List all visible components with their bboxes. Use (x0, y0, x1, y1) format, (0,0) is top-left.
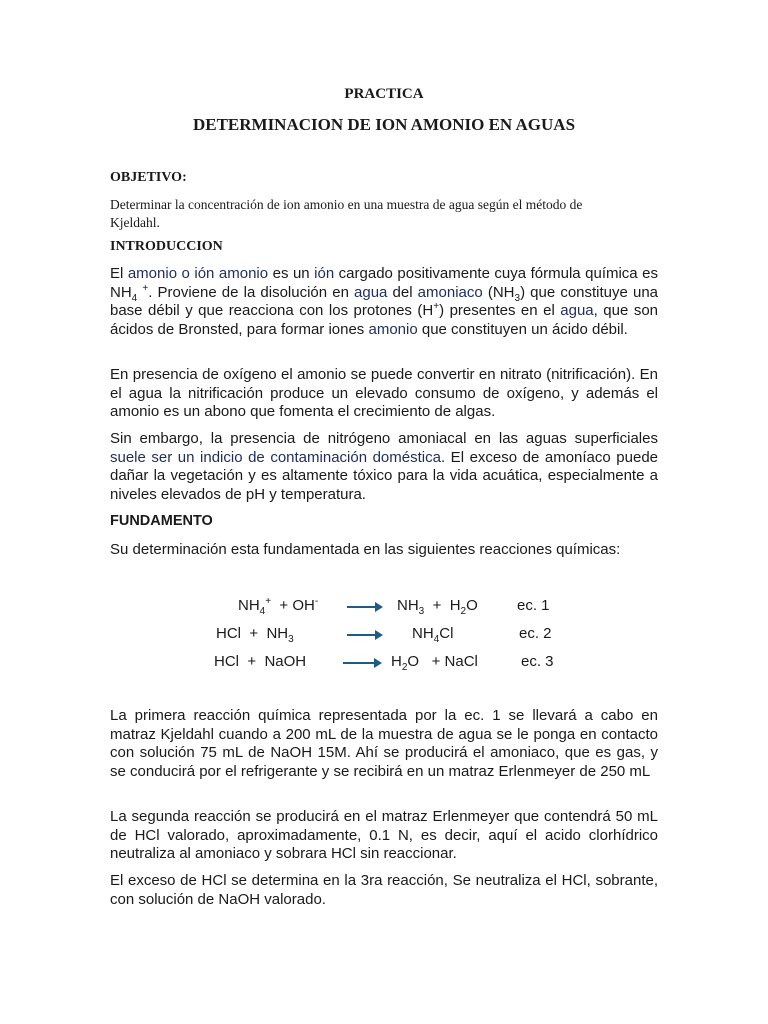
introduccion-heading: INTRODUCCION (110, 239, 223, 254)
introduccion-paragraph-3: Sin embargo, la presencia de nitrógeno amoniacal en las aguas superficiales suele ser un indicio de contaminación doméstica. El exceso de amoníaco puede dañar la vegetación y es altamente tóxico para la vida acuática, especialmente a niveles elevados de pH y temperatura. (110, 430, 659, 503)
amonio-link[interactable]: amonio o ión amonio (127, 265, 269, 282)
fundamento-heading: FUNDAMENTO (110, 513, 213, 529)
eq3-reactants: HCl + NaOH (214, 653, 307, 670)
eq3-arrow (343, 662, 376, 664)
objetivo-heading: OBJETIVO: (110, 170, 187, 185)
reaction-paragraph-3: El exceso de HCl se determina en la 3ra reacción, Se neutraliza el HCl, sobrante, con solución de NaOH valorado. (110, 872, 658, 908)
eq2-products: $NH_4Cl$ (412, 625, 454, 645)
contaminacion-link[interactable]: suele ser un indicio de contaminación doméstica (110, 448, 441, 466)
eq2-label: ec. 2 (519, 625, 552, 642)
eq3-label: ec. 3 (521, 653, 554, 670)
fundamento-text: Su determinación esta fundamentada en las siguientes reacciones químicas: (110, 541, 621, 558)
introduccion-paragraph-1: El amonio o ión amonio es un ión cargado positivamente cuya fórmula química es $NH_4$ +. Proviene de la disolución en agua del amoniaco $(NH_3)$ que constituye una base débil y que reacciona con los protones (H+) presentes en el agua, que son ácidos de Bronsted, para formar iones amonio que constituyen un ácido débil. (110, 265, 659, 338)
eq2-reactants: HCl + $NH_3$ (216, 625, 294, 645)
agua-link-2[interactable]: agua (560, 302, 594, 319)
document-title: DETERMINACION DE ION AMONIO EN AGUAS (192, 115, 576, 134)
eq3-products: $H_2O$ + NaCl (391, 653, 478, 673)
introduccion-paragraph-2: En presencia de oxígeno el amonio se puede convertir en nitrato (nitrificación). En el agua la nitrificación produce un elevado consumo de oxígeno, y además el amonio es un abono que fomenta el crecimiento de algas. (110, 366, 658, 420)
objetivo-text: Determinar la concentración de ion amonio en una muestra de agua según el método de Kjeldahl. (110, 197, 583, 230)
agua-link[interactable]: agua (354, 283, 388, 301)
eq1-products: $NH_3 + H_2O$ (397, 597, 478, 617)
ion-link[interactable]: ión (314, 265, 335, 282)
eq2-arrow (347, 634, 377, 636)
eq1-reactants: $NH_4^+ + OH^-$ (238, 596, 319, 617)
reaction-paragraph-1: La primera reacción química representada por la ec. 1 se llevará a cabo en matraz Kjeldahl cuando a 200 mL de la muestra de agua se le ponga en contacto con solución 75 mL de NaOH 15M. Ahí se producirá el amoniaco, que es gas, y se conducirá por el refrigerante y se recibirá en un matraz Erlenmeyer de 250 mL (110, 707, 658, 780)
eq1-label: ec. 1 (517, 597, 550, 614)
reaction-paragraph-2: La segunda reacción se producirá en el matraz Erlenmeyer que contendrá 50 mL de HCl valorado, aproximadamente, 0.1 N, es decir, aquí el acido clorhídrico neutraliza al amoniaco y sobrara HCl sin reaccionar. (110, 808, 658, 862)
practice-label: PRACTICA (344, 86, 424, 102)
amoniaco-link[interactable]: amoniaco (417, 283, 483, 301)
eq1-arrow (347, 606, 377, 608)
amonio-link-2[interactable]: amonio (368, 320, 418, 338)
